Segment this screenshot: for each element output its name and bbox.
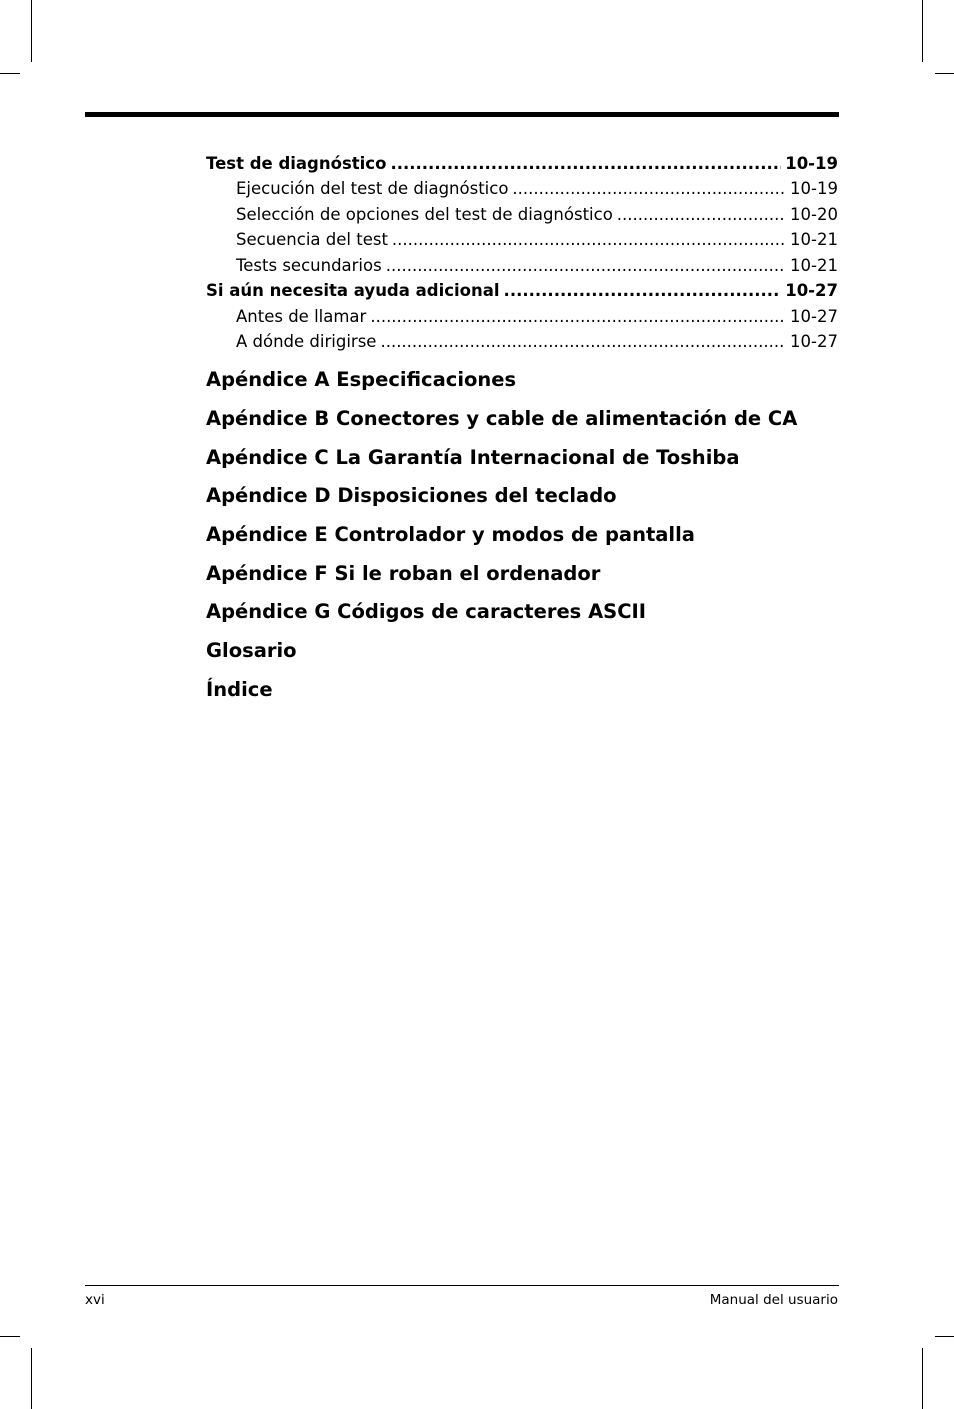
crop-mark bbox=[31, 1348, 32, 1409]
crop-mark bbox=[0, 73, 20, 74]
toc-entry-title: Tests secundarios bbox=[236, 256, 382, 275]
toc-chapter[interactable]: Apéndice D Disposiciones del teclado bbox=[206, 484, 617, 507]
crop-mark bbox=[935, 73, 954, 74]
toc-entry[interactable] bbox=[236, 255, 838, 277]
toc-entry[interactable] bbox=[236, 204, 838, 226]
toc-entry[interactable] bbox=[206, 153, 838, 175]
toc-entry-page: 10-27 bbox=[790, 307, 838, 326]
crop-mark bbox=[935, 1336, 954, 1337]
crop-mark bbox=[0, 1336, 20, 1337]
page-number: xvi bbox=[85, 1292, 105, 1308]
toc-entry-title: Si aún necesita ayuda adicional bbox=[206, 281, 500, 300]
toc-entry[interactable] bbox=[206, 280, 838, 302]
toc-entry-title: Ejecución del test de diagnóstico bbox=[236, 179, 509, 198]
manual-title: Manual del usuario bbox=[709, 1292, 838, 1308]
toc-entry-title: Secuencia del test bbox=[236, 230, 388, 249]
crop-mark bbox=[922, 1348, 923, 1409]
dot-leader bbox=[380, 331, 786, 353]
toc-chapter[interactable]: Índice bbox=[206, 678, 273, 701]
toc-entry-title: Selección de opciones del test de diagnóstico bbox=[236, 205, 613, 224]
toc-entry-page: 10-21 bbox=[790, 256, 838, 275]
dot-leader bbox=[390, 153, 781, 175]
toc-chapter[interactable]: Apéndice E Controlador y modos de pantalla bbox=[206, 523, 695, 546]
dot-leader bbox=[504, 280, 782, 302]
crop-mark bbox=[922, 0, 923, 62]
toc-chapter[interactable]: Apéndice G Códigos de caracteres ASCII bbox=[206, 600, 647, 623]
toc-entry[interactable] bbox=[236, 306, 838, 328]
crop-mark bbox=[31, 0, 32, 62]
toc-entry-title: Antes de llamar bbox=[236, 307, 367, 326]
toc-chapter[interactable]: Apéndice B Conectores y cable de alimentación de CA bbox=[206, 407, 798, 430]
header-rule bbox=[85, 112, 839, 117]
toc-entry-page: 10-20 bbox=[790, 205, 838, 224]
dot-leader bbox=[386, 255, 786, 277]
toc-entry-page: 10-19 bbox=[785, 154, 838, 173]
toc-chapter[interactable]: Apéndice A Especificaciones bbox=[206, 368, 517, 391]
toc-chapter[interactable]: Apéndice C La Garantía Internacional de Toshiba bbox=[206, 446, 740, 469]
dot-leader bbox=[392, 229, 786, 251]
dot-leader bbox=[370, 306, 786, 328]
toc-entry[interactable] bbox=[236, 331, 838, 353]
dot-leader bbox=[512, 178, 786, 200]
toc-entry-page: 10-19 bbox=[790, 179, 838, 198]
toc-entry-page: 10-21 bbox=[790, 230, 838, 249]
toc-entry-title: Test de diagnóstico bbox=[206, 154, 387, 173]
toc-entry-page: 10-27 bbox=[785, 281, 838, 300]
toc-entry-title: A dónde dirigirse bbox=[236, 332, 377, 351]
toc-entry-page: 10-27 bbox=[790, 332, 838, 351]
toc-entry[interactable] bbox=[236, 178, 838, 200]
footer-rule bbox=[85, 1285, 839, 1286]
toc-chapter[interactable]: Glosario bbox=[206, 639, 297, 662]
toc-entry[interactable] bbox=[236, 229, 838, 251]
dot-leader bbox=[617, 204, 786, 226]
toc-chapter[interactable]: Apéndice F Si le roban el ordenador bbox=[206, 562, 601, 585]
